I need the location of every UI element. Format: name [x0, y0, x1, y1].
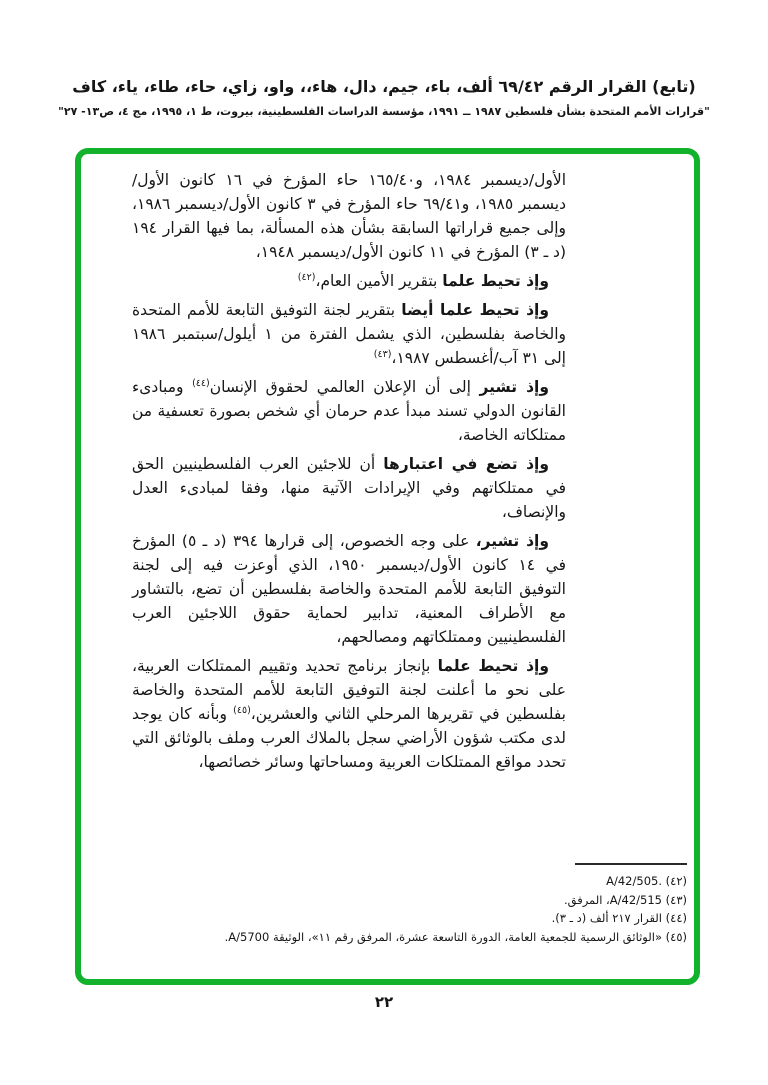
- footnote-reference: (٤٣): [373, 348, 392, 360]
- body-text: .: [224, 929, 229, 944]
- lead-in-phrase: وإذ تحيط علما: [442, 272, 549, 290]
- resolution-body-text: [132, 168, 566, 779]
- document-symbol: A/5700: [228, 929, 270, 944]
- footnotes-list: [179, 872, 687, 946]
- footnote-item: [179, 909, 687, 928]
- footnote-item: [179, 928, 687, 947]
- body-paragraph: [132, 654, 566, 774]
- body-text: بتقرير الأمين العام،: [315, 272, 443, 290]
- footnotes-section: [179, 863, 687, 946]
- body-paragraph: [132, 269, 566, 293]
- body-text: (٤٤) القرار ٢١٧ ألف (د ـ ٣).: [551, 911, 687, 925]
- lead-in-phrase: وإذ تشير،: [475, 532, 549, 550]
- body-text: إلى أن الإعلان العالمي لحقوق الإنسان: [209, 378, 480, 396]
- lead-in-phrase: وإذ تضع في اعتبارها: [383, 455, 549, 473]
- body-paragraph: [132, 529, 566, 649]
- body-text: (٤٢): [661, 874, 687, 888]
- body-text: أن للاجئين العرب الفلسطينيين الحق في ممتلكاتهم وفي الإيرادات الآتية منها، وفقا لمبادىء العدل والإنصاف،: [132, 455, 566, 521]
- footnote-reference: (٤٥): [233, 704, 251, 716]
- body-text: بإنجاز برنامج تحديد وتقييم الممتلكات العربية، على نحو ما أعلنت لجنة التوفيق التابعة للأمم المتحدة والخاصة بفلسطين في تقريرها المرحلي الثاني والعشرين،: [132, 657, 567, 723]
- body-text: ومبادىء القانون الدولي تسند مبدأ عدم حرمان أي شخص بصورة تعسفية من ممتلكاته الخاصة،: [132, 378, 566, 444]
- footnote-reference: (٤٤): [192, 377, 210, 389]
- body-paragraph: [132, 375, 566, 447]
- page-number: ٢٢: [374, 993, 394, 1011]
- footnote-reference: (٤٢): [297, 271, 316, 283]
- body-text: بتقرير لجنة التوفيق التابعة للأمم المتحدة والخاصة بفلسطين، الذي يشمل الفترة من ١ أيلول/سبتمبر ١٩٨٦ إلى ٣١ آب/أغسطس ١٩٨٧،: [132, 301, 566, 367]
- body-text: الأول/ديسمبر ١٩٨٤، و١٦٥/٤٠ حاء المؤرخ في ١٦ كانون الأول/ديسمبر ١٩٨٥، و٦٩/٤١ حاء المؤرخ في ٣ كانون الأول/ديسمبر ١٩٨٦، وإلى جميع قراراتها السابقة بشأن هذه المسألة، بما فيها القرار ١٩٤ (د ـ ٣) المؤرخ في ١١ كانون الأول/ديسمبر ١٩٤٨،: [132, 171, 567, 261]
- body-text: (٤٥) «الوثائق الرسمية للجمعية العامة، الدورة التاسعة عشرة، المرفق رقم ١١»، الوثيقة: [269, 929, 687, 944]
- page-title: (تابع) القرار الرقم ٦٩/٤٢ ألف، باء، جيم، دال، هاء،، واو، زاي، حاء، طاء، ياء، كاف: [72, 77, 696, 96]
- body-text: (٤٣): [661, 892, 687, 907]
- body-paragraph: [132, 298, 566, 370]
- body-text: وبأنه كان يوجد لدى مكتب شؤون الأراضي سجل بالملاك العرب وملف بالوثائق التي تحدد مواقع الممتلكات العربية ومساحاتها وسائر خصائصها،: [132, 705, 566, 771]
- document-symbol: A/42/505.: [606, 874, 662, 888]
- lead-in-phrase: وإذ تحيط علما: [437, 657, 549, 675]
- body-paragraph: [132, 168, 566, 264]
- body-text: على وجه الخصوص، إلى قرارها ٣٩٤ (د ـ ٥) المؤرخ في ١٤ كانون الأول/ديسمبر ١٩٥٠، الذي أوعزت فيه إلى لجنة التوفيق التابعة للأمم المتحدة والخاصة بفلسطين أن تضع، بالتشاور مع الأطراف المعنية، تدابير لحماية حقوق اللاجئين العرب الفلسطينيين وممتلكاتهم ومصالحهم،: [132, 532, 567, 646]
- lead-in-phrase: وإذ تشير: [479, 378, 549, 396]
- document-symbol: A/42/515: [609, 892, 662, 907]
- source-citation: "قرارات الأمم المتحدة بشأن فلسطين ١٩٨٧ ــ ١٩٩١، مؤسسة الدراسات الفلسطينية، بيروت، ط ١، ١٩٩٥، مج ٤، ص١٣- ٢٧": [58, 105, 710, 118]
- body-text: ، المرفق.: [563, 892, 610, 907]
- lead-in-phrase: وإذ تحيط علما أيضا: [401, 301, 550, 319]
- footnote-item: [179, 872, 687, 891]
- body-paragraph: [132, 452, 566, 524]
- green-border-frame: [75, 148, 700, 985]
- footnote-divider: [575, 863, 687, 865]
- footnote-item: [179, 891, 687, 910]
